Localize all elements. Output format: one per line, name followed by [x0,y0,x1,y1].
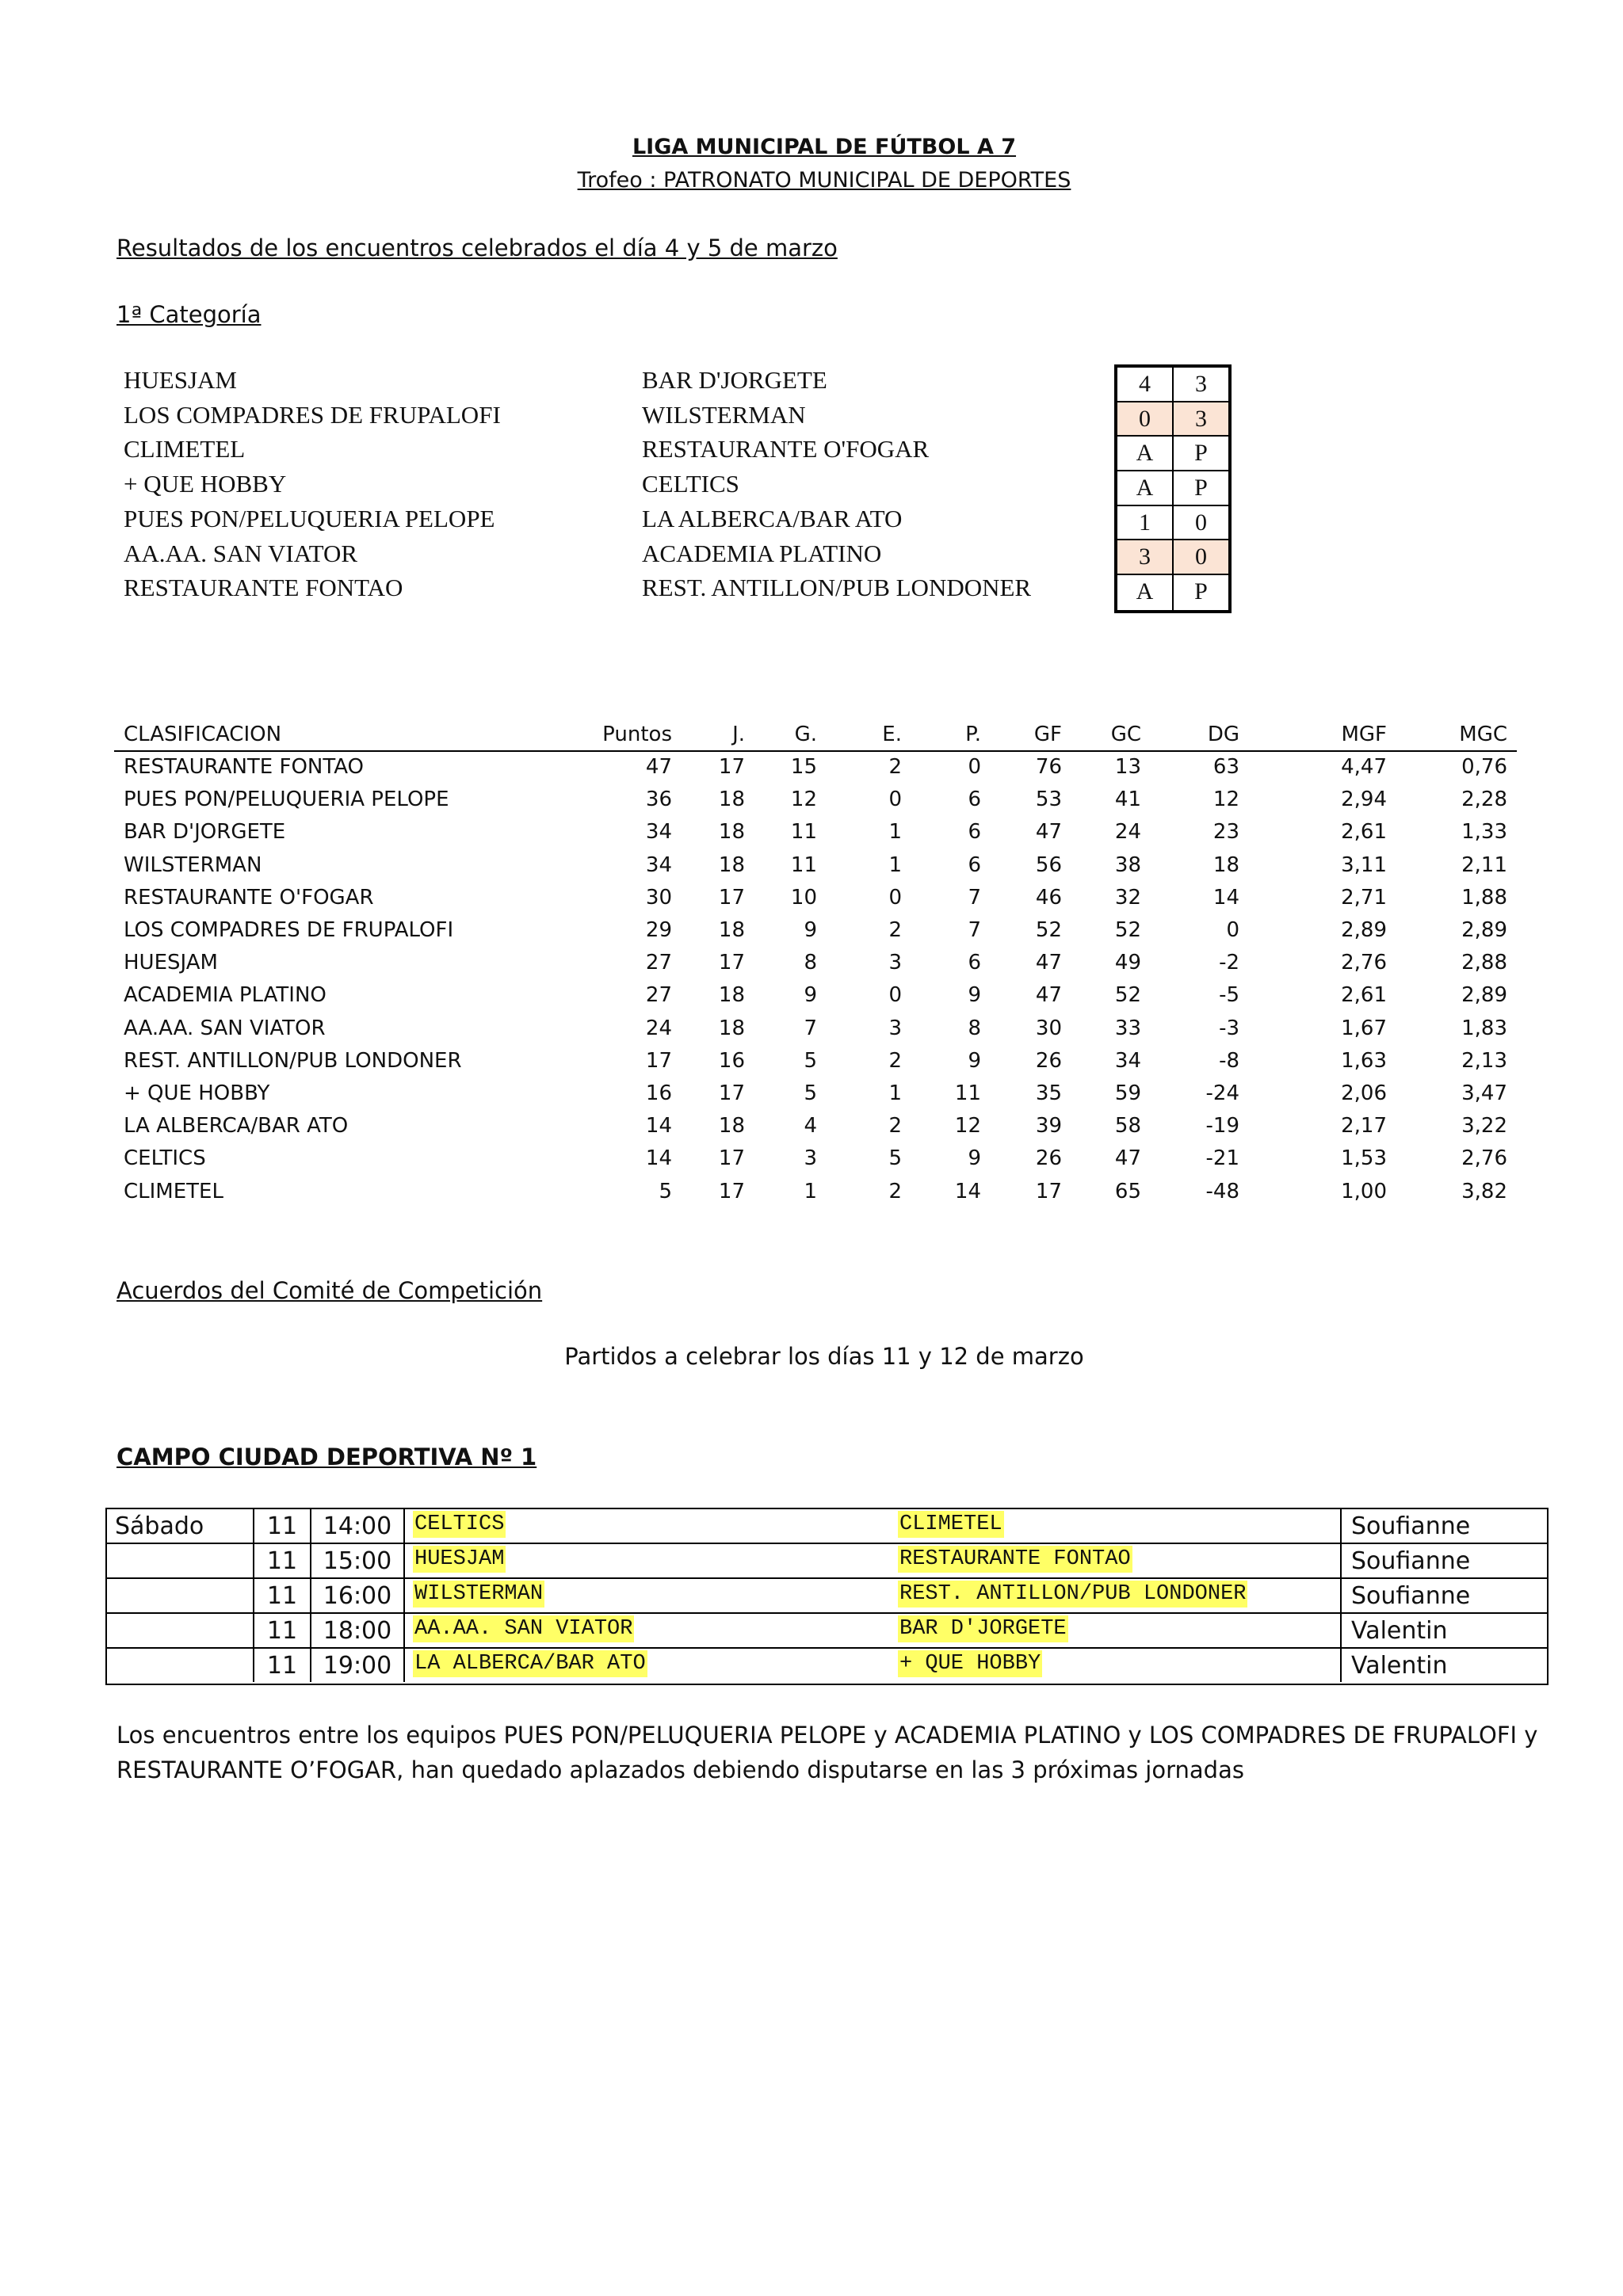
standings-cell: 38 [1114,852,1141,877]
team-name: CELTICS [124,1146,206,1171]
score-row [1117,575,1228,610]
home-team: WILSTERMAN [414,1582,544,1606]
score-home: 0 [1117,402,1174,436]
standings-cell: 30 [645,885,672,910]
home-team: CLIMETEL [124,435,246,463]
standings-cell: 52 [1114,983,1141,1008]
standings-cell: 17 [718,1179,745,1203]
team-name: PUES PON/PELUQUERIA PELOPE [124,788,449,812]
home-cell [405,1649,885,1682]
standings-cell: 27 [645,983,672,1008]
standings-cell: 47 [1035,820,1062,845]
referee: Soufianne [1340,1579,1549,1612]
standings-cell: 2 [888,918,902,942]
standings-cell: 18 [718,788,745,812]
standings-cell: 18 [1212,852,1239,877]
team-name: LOS COMPADRES DE FRUPALOFI [124,918,454,942]
standings-cell: 2,89 [1461,918,1507,942]
standings-row [114,750,1517,783]
standings-cell: 18 [718,1016,745,1040]
standings-cell: 47 [645,755,672,779]
standings-cell: 1,53 [1341,1146,1387,1171]
match-day [107,1649,254,1682]
away-team: WILSTERMAN [642,400,806,429]
match-date: 11 [254,1544,311,1577]
standings-cell: 9 [968,1146,981,1171]
match-date: 11 [254,1509,311,1543]
standings-cell: 46 [1035,885,1062,910]
result-row [119,505,1228,540]
schedule-row [107,1649,1547,1684]
standings-cell: 14 [645,1146,672,1171]
standings-cell: -2 [1219,951,1239,975]
standings-col-header: P. [965,723,981,746]
home-team: HUESJAM [124,366,237,394]
match-day: Sábado [107,1509,254,1543]
standings-cell: 63 [1212,755,1239,779]
standings-cell: 9 [968,983,981,1008]
standings-cell: 2 [888,1179,902,1203]
standings-cell: 24 [645,1016,672,1040]
standings-cell: 34 [1114,1048,1141,1073]
standings-cell: 8 [804,951,817,975]
standings-cell: 65 [1114,1179,1141,1203]
standings-cell: 6 [968,820,981,845]
referee: Soufianne [1340,1544,1549,1577]
referee: Valentin [1340,1614,1549,1647]
score-row [1117,437,1228,471]
standings-cell: 39 [1035,1114,1062,1138]
standings-cell: 7 [968,885,981,910]
standings-row [114,1142,1517,1174]
team-name: BAR D'JORGETE [124,820,286,845]
result-row [119,366,1228,401]
team-name: + QUE HOBBY [124,1081,270,1105]
score-row [1117,402,1228,437]
standings-cell: 0 [888,885,902,910]
standings-cell: 17 [718,1081,745,1105]
standings-cell: 7 [968,918,981,942]
standings-cell: 10 [790,885,817,910]
standings-cell: 58 [1114,1114,1141,1138]
team-name: ACADEMIA PLATINO [124,983,327,1008]
standings-cell: 2,89 [1341,918,1387,942]
standings-cell: 26 [1035,1048,1062,1073]
home-team: LA ALBERCA/BAR ATO [414,1652,646,1676]
match-day [107,1579,254,1612]
standings-cell: 1 [804,1179,817,1203]
away-team: CELTICS [642,470,739,498]
schedule-row [107,1509,1547,1544]
page-subtitle: Trofeo : PATRONATO MUNICIPAL DE DEPORTES [577,168,1071,193]
standings-cell: 2,13 [1461,1048,1507,1073]
away-cell [890,1614,1340,1647]
standings-cell: 16 [718,1048,745,1073]
standings-cell: 17 [645,1048,672,1073]
away-cell [890,1509,1340,1543]
score-away: 3 [1195,371,1207,397]
standings-cell: 1,63 [1341,1048,1387,1073]
standings-cell: 3,47 [1461,1081,1507,1105]
standings-cell: 1 [888,852,902,877]
committee-heading: Acuerdos del Comité de Competición [116,1277,543,1304]
referee: Soufianne [1340,1509,1549,1543]
standings-cell: 11 [790,820,817,845]
standings-cell: 36 [645,788,672,812]
schedule-row [107,1614,1547,1649]
match-date: 11 [254,1614,311,1647]
standings-cell: 1,88 [1461,885,1507,910]
standings-cell: 2,94 [1341,788,1387,812]
standings-cell: 18 [718,1114,745,1138]
standings-cell: 30 [1035,1016,1062,1040]
standings-cell: 17 [718,951,745,975]
schedule-row [107,1579,1547,1614]
standings-cell: 32 [1114,885,1141,910]
standings-cell: 18 [718,820,745,845]
standings-cell: 1,83 [1461,1016,1507,1040]
match-day [107,1544,254,1577]
standings-cell: 3,11 [1341,852,1387,877]
home-team: CELTICS [414,1512,505,1536]
standings-cell: -24 [1205,1081,1239,1105]
match-time: 15:00 [311,1544,405,1577]
team-name: CLIMETEL [124,1179,223,1203]
match-day [107,1614,254,1647]
standings-cell: 0 [968,755,981,779]
standings-cell: -21 [1205,1146,1239,1171]
away-team: LA ALBERCA/BAR ATO [642,504,903,532]
standings-cell: 23 [1212,820,1239,845]
standings-col-header: G. [794,723,817,746]
referee: Valentin [1340,1649,1549,1682]
standings-cell: 5 [888,1146,902,1171]
standings-cell: -8 [1219,1048,1239,1073]
home-team: RESTAURANTE FONTAO [124,574,403,602]
standings-cell: 2,06 [1341,1081,1387,1105]
away-cell [890,1649,1340,1682]
team-name: HUESJAM [124,951,218,975]
standings-cell: 2,61 [1341,983,1387,1008]
standings-cell: 6 [968,788,981,812]
standings-cell: 2,71 [1341,885,1387,910]
standings-cell: 11 [954,1081,981,1105]
score-home: 1 [1117,506,1174,540]
standings-col-header: Puntos [602,723,672,746]
away-cell [890,1579,1340,1612]
standings-cell: 5 [804,1048,817,1073]
standings-col-header: MGF [1341,723,1387,746]
home-team: + QUE HOBBY [124,470,287,498]
standings-col-header: J. [732,723,745,746]
standings-col-header: CLASIFICACION [124,723,282,746]
result-row [119,401,1228,436]
standings-cell: 29 [645,918,672,942]
result-row [119,435,1228,470]
team-name: AA.AA. SAN VIATOR [124,1016,326,1040]
standings-cell: 47 [1035,983,1062,1008]
standings-cell: 41 [1114,788,1141,812]
score-row [1117,506,1228,541]
standings-row [114,1077,1517,1109]
standings-cell: 14 [1212,885,1239,910]
score-row [1117,368,1228,402]
standings-cell: 1,33 [1461,820,1507,845]
results-heading: Resultados de los encuentros celebrados el día 4 y 5 de marzo [116,235,838,261]
home-team: AA.AA. SAN VIATOR [124,539,358,567]
standings-cell: 2,17 [1341,1114,1387,1138]
standings-cell: 9 [804,983,817,1008]
team-name: LA ALBERCA/BAR ATO [124,1114,349,1138]
standings-cell: 5 [804,1081,817,1105]
standings-cell: 2 [888,1048,902,1073]
standings-cell: 2 [888,755,902,779]
score-home: A [1117,575,1174,610]
team-name: RESTAURANTE O'FOGAR [124,885,374,910]
standings-col-header: E. [882,723,902,746]
score-away: 0 [1195,509,1207,536]
standings-cell: 47 [1035,951,1062,975]
standings-cell: 1 [888,1081,902,1105]
standings-cell: 6 [968,852,981,877]
standings-cell: 14 [954,1179,981,1203]
standings-cell: 1,67 [1341,1016,1387,1040]
standings-cell: 2,61 [1341,820,1387,845]
match-time: 14:00 [311,1509,405,1543]
match-time: 19:00 [311,1649,405,1682]
standings-cell: 4,47 [1341,755,1387,779]
standings-row [114,913,1517,946]
score-home: 4 [1117,368,1174,401]
standings-cell: 2,11 [1461,852,1507,877]
score-row [1117,540,1228,575]
team-name: WILSTERMAN [124,852,262,877]
standings-cell: 3 [888,1016,902,1040]
score-away: 3 [1195,405,1207,432]
standings-cell: 76 [1035,755,1062,779]
away-team: RESTAURANTE O'FOGAR [642,435,930,463]
home-cell [405,1509,885,1543]
standings-cell: 1 [888,820,902,845]
standings-cell: 17 [718,1146,745,1171]
standings-row [114,1044,1517,1077]
standings-cell: 59 [1114,1081,1141,1105]
away-team: RESTAURANTE FONTAO [899,1547,1131,1571]
standings-cell: 17 [718,755,745,779]
standings-cell: 12 [1212,788,1239,812]
standings-cell: 2,28 [1461,788,1507,812]
standings-cell: 0 [1226,918,1239,942]
standings-cell: -19 [1205,1114,1239,1138]
match-time: 16:00 [311,1579,405,1612]
standings-col-header: MGC [1459,723,1507,746]
standings-cell: 34 [645,852,672,877]
standings-col-header: GF [1033,723,1062,746]
standings-cell: 3 [804,1146,817,1171]
standings-cell: 2,88 [1461,951,1507,975]
away-team: + QUE HOBBY [899,1652,1041,1676]
next-matches-heading: Partidos a celebrar los días 11 y 12 de marzo [564,1343,1084,1370]
schedule-row [107,1544,1547,1579]
standings-cell: 16 [645,1081,672,1105]
standings-cell: 1,00 [1341,1179,1387,1203]
away-team: CLIMETEL [899,1512,1002,1536]
home-cell [405,1579,885,1612]
result-row [119,574,1228,608]
standings-cell: 35 [1035,1081,1062,1105]
score-home: 3 [1117,540,1174,574]
standings-cell: 2 [888,1114,902,1138]
standings-cell: -5 [1219,983,1239,1008]
score-home: A [1117,437,1174,470]
away-team: REST. ANTILLON/PUB LONDONER [642,574,1032,602]
standings-row [114,815,1517,848]
standings-cell: 27 [645,951,672,975]
standings-row [114,978,1517,1011]
standings-cell: 3,22 [1461,1114,1507,1138]
standings-cell: 53 [1035,788,1062,812]
home-team: PUES PON/PELUQUERIA PELOPE [124,504,495,532]
standings-cell: 5 [659,1179,672,1203]
score-away: P [1194,475,1208,502]
schedule-table [105,1508,1549,1685]
standings-cell: 18 [718,852,745,877]
page-title: LIGA MUNICIPAL DE FÚTBOL A 7 [632,135,1017,159]
standings-row [114,946,1517,978]
standings-cell: 13 [1114,755,1141,779]
home-cell [405,1614,885,1647]
standings-cell: 18 [718,983,745,1008]
standings-cell: 12 [954,1114,981,1138]
standings-header [114,718,1517,752]
standings-cell: 34 [645,820,672,845]
score-away: P [1194,578,1208,605]
standings-cell: 3,82 [1461,1179,1507,1203]
standings-cell: 2,76 [1461,1146,1507,1171]
standings-cell: 17 [718,885,745,910]
standings-cell: 18 [718,918,745,942]
standings-cell: 47 [1114,1146,1141,1171]
standings-cell: -48 [1205,1179,1239,1203]
away-cell [890,1544,1340,1577]
standings-col-header: DG [1207,723,1239,746]
match-date: 11 [254,1579,311,1612]
standings-cell: 17 [1035,1179,1062,1203]
standings-cell: 11 [790,852,817,877]
standings-cell: 8 [968,1016,981,1040]
standings-cell: 9 [968,1048,981,1073]
standings-cell: 0,76 [1461,755,1507,779]
match-date: 11 [254,1649,311,1682]
standings-cell: 3 [888,951,902,975]
home-cell [405,1544,885,1577]
standings-cell: 9 [804,918,817,942]
away-team: REST. ANTILLON/PUB LONDONER [899,1582,1247,1606]
standings-cell: 12 [790,788,817,812]
standings-row [114,881,1517,913]
standings-cell: 26 [1035,1146,1062,1171]
standings-cell: 6 [968,951,981,975]
score-box [1114,364,1232,613]
standings-cell: 7 [804,1016,817,1040]
postponement-note: Los encuentros entre los equipos PUES PON/PELUQUERIA PELOPE y ACADEMIA PLATINO y LOS COMPADRES DE FRUPALOFI y RESTAURANTE O’FOGAR, han quedado aplazados debiendo disputarse en las 3 próximas jornadas [116,1722,1538,1783]
home-team: LOS COMPADRES DE FRUPALOFI [124,400,501,429]
standings-row [114,783,1517,815]
result-row [119,470,1228,505]
score-away: 0 [1195,543,1207,570]
standings-cell: 14 [645,1114,672,1138]
score-home: A [1117,471,1174,505]
team-name: RESTAURANTE FONTAO [124,755,365,779]
standings-cell: 33 [1114,1016,1141,1040]
home-team: HUESJAM [414,1547,505,1571]
standings-cell: 56 [1035,852,1062,877]
standings-cell: 2,89 [1461,983,1507,1008]
standings-cell: 0 [888,788,902,812]
standings-row [114,1175,1517,1207]
result-row [119,540,1228,574]
home-team: AA.AA. SAN VIATOR [414,1617,633,1641]
standings-cell: 52 [1035,918,1062,942]
standings-cell: -3 [1219,1016,1239,1040]
standings-cell: 49 [1114,951,1141,975]
match-time: 18:00 [311,1614,405,1647]
away-team: ACADEMIA PLATINO [642,539,882,567]
score-away: P [1194,440,1208,467]
away-team: BAR D'JORGETE [642,366,827,394]
team-name: REST. ANTILLON/PUB LONDONER [124,1048,462,1073]
standings-cell: 2,76 [1341,951,1387,975]
standings-col-header: GC [1110,723,1141,746]
standings-row [114,1109,1517,1142]
score-row [1117,471,1228,506]
away-team: BAR D'JORGETE [899,1617,1067,1641]
standings-row [114,1012,1517,1044]
standings-cell: 15 [790,755,817,779]
category-heading: 1ª Categoría [116,301,262,328]
standings-cell: 52 [1114,918,1141,942]
venue-heading: CAMPO CIUDAD DEPORTIVA Nº 1 [116,1444,537,1470]
standings-cell: 4 [804,1114,817,1138]
standings-row [114,849,1517,881]
standings-cell: 0 [888,983,902,1008]
standings-cell: 24 [1114,820,1141,845]
